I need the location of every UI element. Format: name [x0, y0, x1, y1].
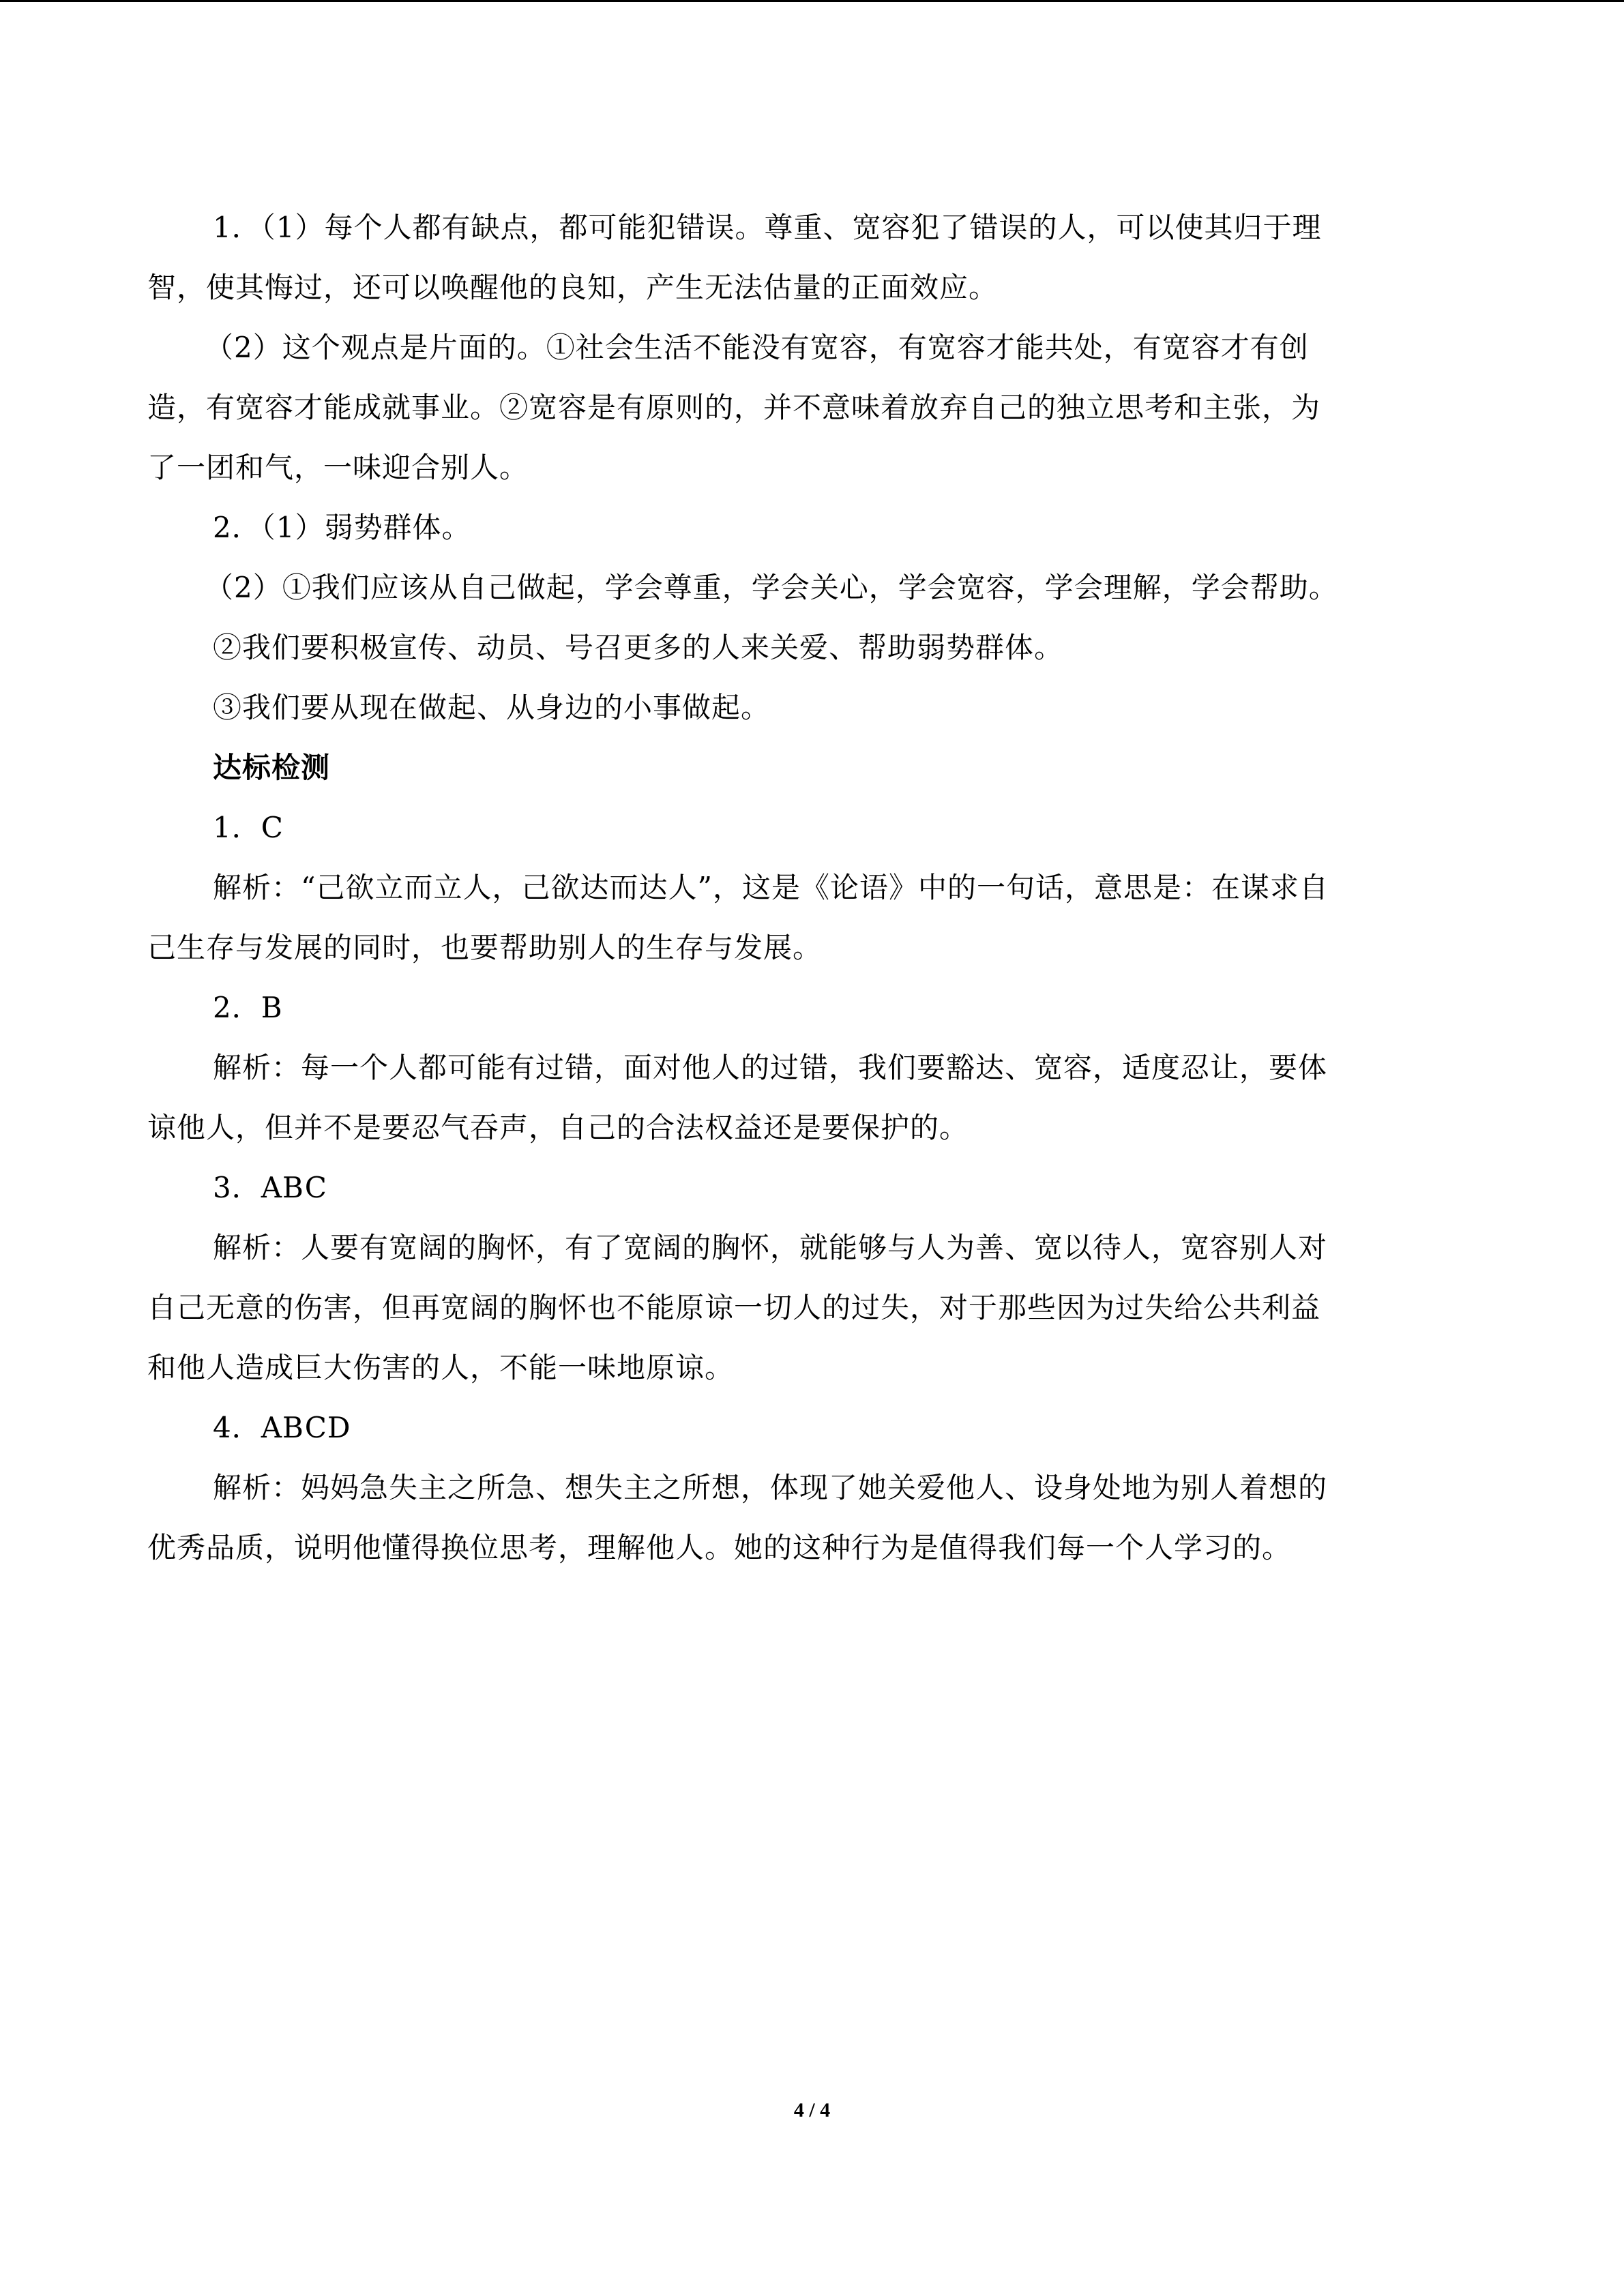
- answer-2-part-2-line-1: （2）①我们应该从自己做起，学会尊重，学会关心，学会宽容，学会理解，学会帮助。: [205, 571, 1338, 604]
- section-heading: 达标检测: [213, 751, 331, 784]
- answer-2-part-2-line-3: ③我们要从现在做起、从身边的小事做起。: [213, 691, 771, 724]
- test-1-analysis-line-2: 己生存与发展的同时，也要帮助别人的生存与发展。: [147, 931, 823, 964]
- answer-1-part-2-line-1: （2）这个观点是片面的。①社会生活不能没有宽容，有宽容才能共处，有宽容才有创: [205, 331, 1309, 364]
- answer-2-part-1: 2．（1）弱势群体。: [213, 511, 471, 544]
- test-2-analysis-line-2: 谅他人，但并不是要忍气吞声，自己的合法权益还是要保护的。: [147, 1111, 969, 1144]
- page-number: 4 / 4: [793, 2099, 831, 2121]
- answer-2-part-2-line-2: ②我们要积极宣传、动员、号召更多的人来关爱、帮助弱势群体。: [213, 631, 1064, 664]
- top-border-line: [0, 0, 1624, 2]
- test-4-answer: 4．ABCD: [213, 1411, 351, 1444]
- test-2-analysis-line-1: 解析：每一个人都可能有过错，面对他人的过错，我们要豁达、宽容，适度忍让，要体: [213, 1051, 1328, 1084]
- test-3-analysis-line-1: 解析：人要有宽阔的胸怀，有了宽阔的胸怀，就能够与人为善、宽以待人，宽容别人对: [213, 1231, 1328, 1264]
- test-3-analysis-line-3: 和他人造成巨大伤害的人，不能一味地原谅。: [147, 1351, 735, 1384]
- answer-1-part-2-line-2: 造，有宽容才能成就事业。②宽容是有原则的，并不意味着放弃自己的独立思考和主张，为: [147, 391, 1321, 424]
- test-1-answer: 1．C: [213, 811, 284, 844]
- test-4-analysis-line-2: 优秀品质，说明他懂得换位思考，理解他人。她的这种行为是值得我们每一个人学习的。: [147, 1531, 1292, 1564]
- answer-1-part-2-line-3: 了一团和气，一味迎合别人。: [147, 451, 529, 484]
- test-4-analysis-line-1: 解析：妈妈急失主之所急、想失主之所想，体现了她关爱他人、设身处地为别人着想的: [213, 1471, 1328, 1504]
- answer-1-part-1-line-1: 1．（1）每个人都有缺点，都可能犯错误。尊重、宽容犯了错误的人，可以使其归于理: [213, 211, 1322, 244]
- answer-1-part-1-line-2: 智，使其悔过，还可以唤醒他的良知，产生无法估量的正面效应。: [147, 271, 999, 304]
- test-3-answer: 3．ABC: [213, 1171, 327, 1204]
- test-2-answer: 2．B: [213, 991, 283, 1024]
- document-body: [147, 198, 1464, 1578]
- test-1-analysis-line-1: 解析：“己欲立而立人，己欲达而达人”，这是《论语》中的一句话，意思是：在谋求自: [213, 871, 1329, 904]
- test-3-analysis-line-2: 自己无意的伤害，但再宽阔的胸怀也不能原谅一切人的过失，对于那些因为过失给公共利益: [147, 1291, 1321, 1324]
